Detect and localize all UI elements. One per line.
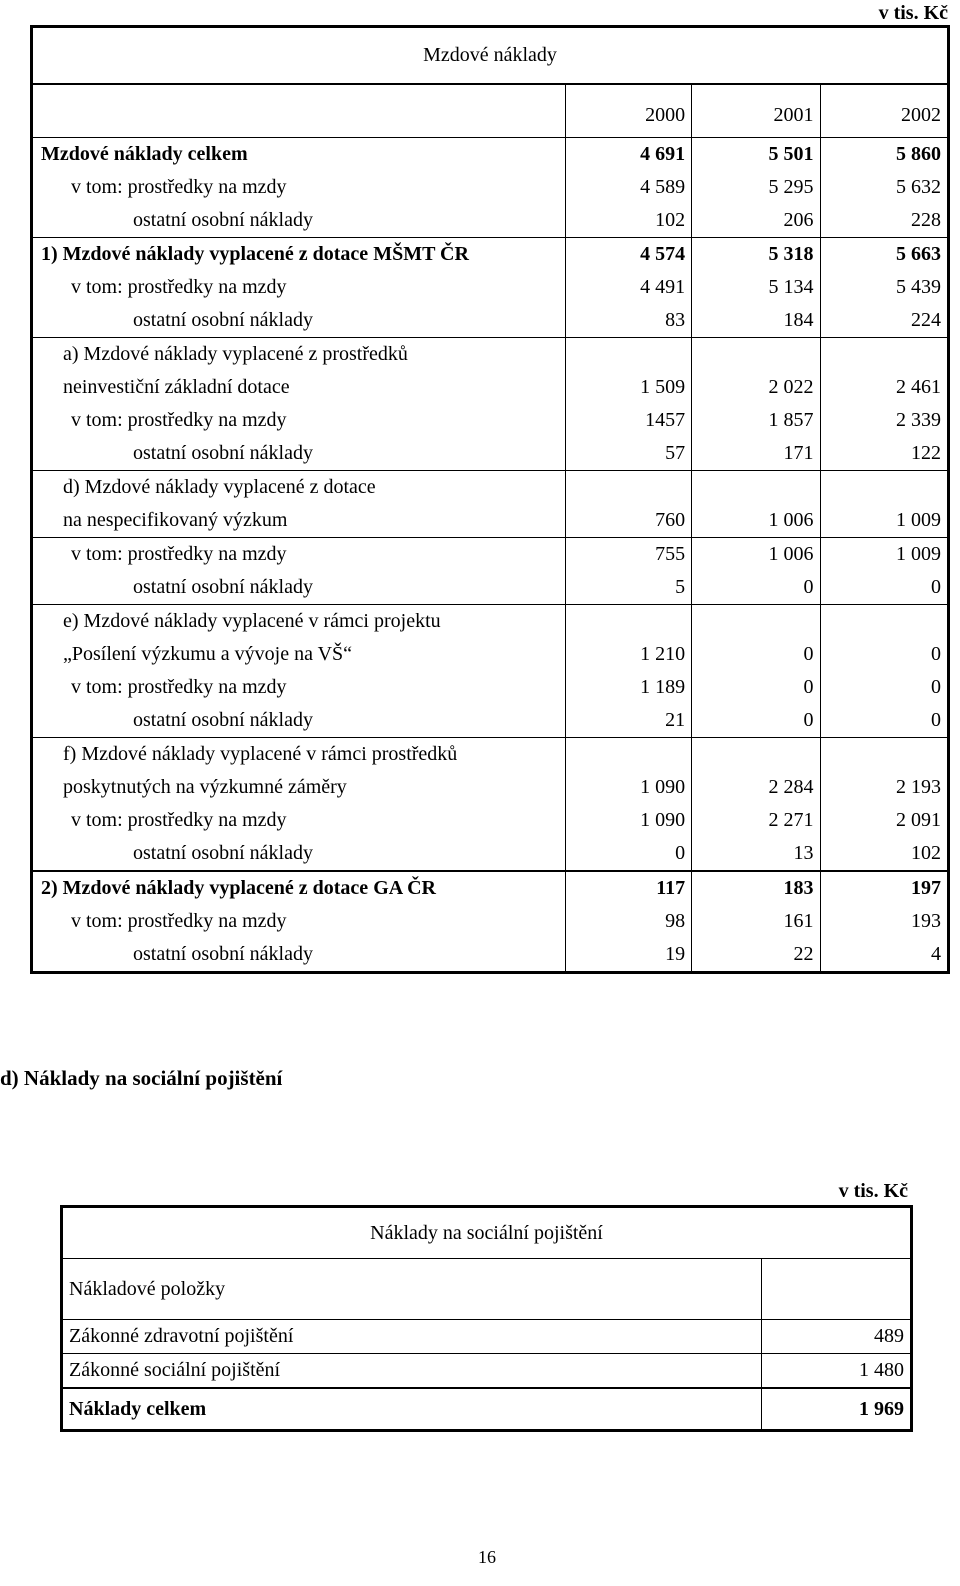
row-value: [692, 605, 820, 639]
row-value: 171: [692, 437, 820, 471]
row-label: neinvestiční základní dotace: [63, 376, 290, 398]
row-value: 1 480: [762, 1354, 912, 1389]
row-value: 21: [565, 704, 691, 738]
row-value: [565, 605, 691, 639]
row-label: na nespecifikovaný výzkum: [63, 509, 288, 531]
row-label: Zákonné zdravotní pojištění: [62, 1320, 762, 1354]
unit-label-top: v tis. Kč: [878, 2, 948, 24]
table-row: [32, 171, 949, 204]
row-label: v tom: prostředky na mzdy: [32, 538, 566, 572]
row-value: 0: [565, 837, 691, 871]
row-value: 0: [820, 704, 948, 738]
table-row: [32, 571, 949, 605]
wage-costs-table: [30, 25, 950, 974]
row-value: 1 009: [820, 504, 948, 538]
table-title: Mzdové náklady: [32, 27, 949, 85]
row-label: 2) Mzdové náklady vyplacené z dotace GA ČR: [32, 871, 566, 905]
row-value: 5 663: [820, 238, 948, 272]
row-value: 0: [692, 638, 820, 671]
year-header: 2001: [692, 84, 820, 138]
row-value: 1 857: [692, 404, 820, 437]
row-value: 206: [692, 204, 820, 238]
year-header: 2000: [565, 84, 691, 138]
row-value: 4 574: [565, 238, 691, 272]
row-value: 13: [692, 837, 820, 871]
row-label: Mzdové náklady celkem: [41, 143, 248, 165]
row-value: [820, 605, 948, 639]
table-row: [32, 304, 949, 338]
row-label: ostatní osobní náklady: [133, 209, 313, 231]
row-value: 1 009: [820, 538, 948, 572]
row-value: 489: [762, 1320, 912, 1354]
table-row: [32, 871, 949, 905]
table-row: [32, 504, 949, 538]
row-value: 224: [820, 304, 948, 338]
row-value: 5 501: [692, 138, 820, 172]
table-row: [32, 471, 949, 505]
row-value: 1 090: [565, 804, 691, 837]
row-value: 5 439: [820, 271, 948, 304]
table-row: [32, 437, 949, 471]
row-label: d) Mzdové náklady vyplacené z dotace: [32, 471, 566, 505]
row-value: 98: [565, 905, 691, 938]
row-value: 4 491: [565, 271, 691, 304]
table-row: [32, 238, 949, 272]
row-label: ostatní osobní náklady: [133, 842, 313, 864]
row-value: 5 632: [820, 171, 948, 204]
row-value: [692, 738, 820, 772]
table-row: [32, 138, 949, 172]
table-title: Náklady na sociální pojištění: [370, 1222, 603, 1244]
row-value: 1457: [565, 404, 691, 437]
row-value: 0: [692, 571, 820, 605]
row-value: 4 589: [565, 171, 691, 204]
row-value: 0: [820, 571, 948, 605]
row-value: 117: [565, 871, 691, 905]
table-row: [32, 404, 949, 437]
table-row: [32, 671, 949, 704]
row-label: v tom: prostředky na mzdy: [71, 276, 287, 298]
row-label: ostatní osobní náklady: [133, 309, 313, 331]
row-value: 5: [565, 571, 691, 605]
table-row: [32, 204, 949, 238]
row-value: 4 691: [565, 138, 691, 172]
table-row: [32, 837, 949, 871]
row-value: 2 091: [820, 804, 948, 837]
section-heading: d) Náklady na sociální pojištění: [0, 1066, 283, 1090]
table-row: [32, 804, 949, 837]
year-header: 2002: [820, 84, 948, 138]
row-value: [820, 738, 948, 772]
row-label: f) Mzdové náklady vyplacené v rámci prostředků: [32, 738, 566, 772]
row-label: ostatní osobní náklady: [133, 576, 313, 598]
table-row: [32, 638, 949, 671]
row-value: 19: [565, 938, 691, 973]
row-value: 2 284: [692, 771, 820, 804]
row-value: 0: [820, 671, 948, 704]
row-label: ostatní osobní náklady: [133, 442, 313, 464]
row-value: [820, 338, 948, 372]
row-label: e) Mzdové náklady vyplacené v rámci projektu: [32, 605, 566, 639]
row-label: „Posílení výzkumu a vývoje na VŠ“: [63, 643, 353, 665]
row-value: [820, 471, 948, 505]
table-row: [32, 338, 949, 372]
row-label: 1) Mzdové náklady vyplacené z dotace MŠMT ČR: [32, 238, 566, 272]
row-value: [692, 338, 820, 372]
row-value: 183: [692, 871, 820, 905]
column-header: Nákladové položky: [62, 1259, 762, 1320]
table-row: [32, 704, 949, 738]
table-row: [32, 605, 949, 639]
row-value: 2 022: [692, 371, 820, 404]
table-row: [32, 271, 949, 304]
row-label: ostatní osobní náklady: [133, 709, 313, 731]
row-value: 228: [820, 204, 948, 238]
row-value: 1 189: [565, 671, 691, 704]
row-label: v tom: prostředky na mzdy: [71, 809, 287, 831]
table-row: [32, 771, 949, 804]
row-value: [565, 338, 691, 372]
row-value: 5 318: [692, 238, 820, 272]
row-value: [692, 471, 820, 505]
row-label: v tom: prostředky na mzdy: [71, 676, 287, 698]
table-row: [32, 938, 949, 973]
row-value: [565, 471, 691, 505]
row-value: 760: [565, 504, 691, 538]
row-value: 755: [565, 538, 691, 572]
row-value: 1 006: [692, 538, 820, 572]
row-value: 2 339: [820, 404, 948, 437]
page-number: 16: [478, 1547, 496, 1567]
row-value: 2 461: [820, 371, 948, 404]
row-value: 197: [820, 871, 948, 905]
row-label: poskytnutých na výzkumné záměry: [63, 776, 347, 798]
row-value: 0: [692, 704, 820, 738]
total-label: Náklady celkem: [62, 1388, 762, 1431]
row-label: ostatní osobní náklady: [133, 943, 313, 965]
row-value: 1 210: [565, 638, 691, 671]
total-value: 1 969: [762, 1388, 912, 1431]
table-row: [32, 371, 949, 404]
row-value: 1 090: [565, 771, 691, 804]
row-label: v tom: prostředky na mzdy: [71, 176, 287, 198]
row-value: 57: [565, 437, 691, 471]
row-value: 0: [692, 671, 820, 704]
row-value: 161: [692, 905, 820, 938]
row-value: 193: [820, 905, 948, 938]
row-value: 5 134: [692, 271, 820, 304]
social-insurance-table: [60, 1205, 913, 1432]
row-value: [565, 738, 691, 772]
row-value: 2 271: [692, 804, 820, 837]
row-label: a) Mzdové náklady vyplacené z prostředků: [32, 338, 566, 372]
row-label: v tom: prostředky na mzdy: [71, 409, 287, 431]
row-value: 0: [820, 638, 948, 671]
row-value: 102: [820, 837, 948, 871]
table-row: [32, 905, 949, 938]
row-value: 2 193: [820, 771, 948, 804]
row-value: 184: [692, 304, 820, 338]
row-value: 22: [692, 938, 820, 973]
row-value: 83: [565, 304, 691, 338]
table-row: [32, 538, 949, 572]
row-value: 1 509: [565, 371, 691, 404]
unit-label-bottom: v tis. Kč: [838, 1180, 908, 1202]
row-value: 122: [820, 437, 948, 471]
row-value: 4: [820, 938, 948, 973]
row-label: Zákonné sociální pojištění: [62, 1354, 762, 1389]
row-value: 102: [565, 204, 691, 238]
row-value: 1 006: [692, 504, 820, 538]
row-value: 5 860: [820, 138, 948, 172]
table-row: [32, 738, 949, 772]
row-label: v tom: prostředky na mzdy: [71, 910, 287, 932]
row-value: 5 295: [692, 171, 820, 204]
